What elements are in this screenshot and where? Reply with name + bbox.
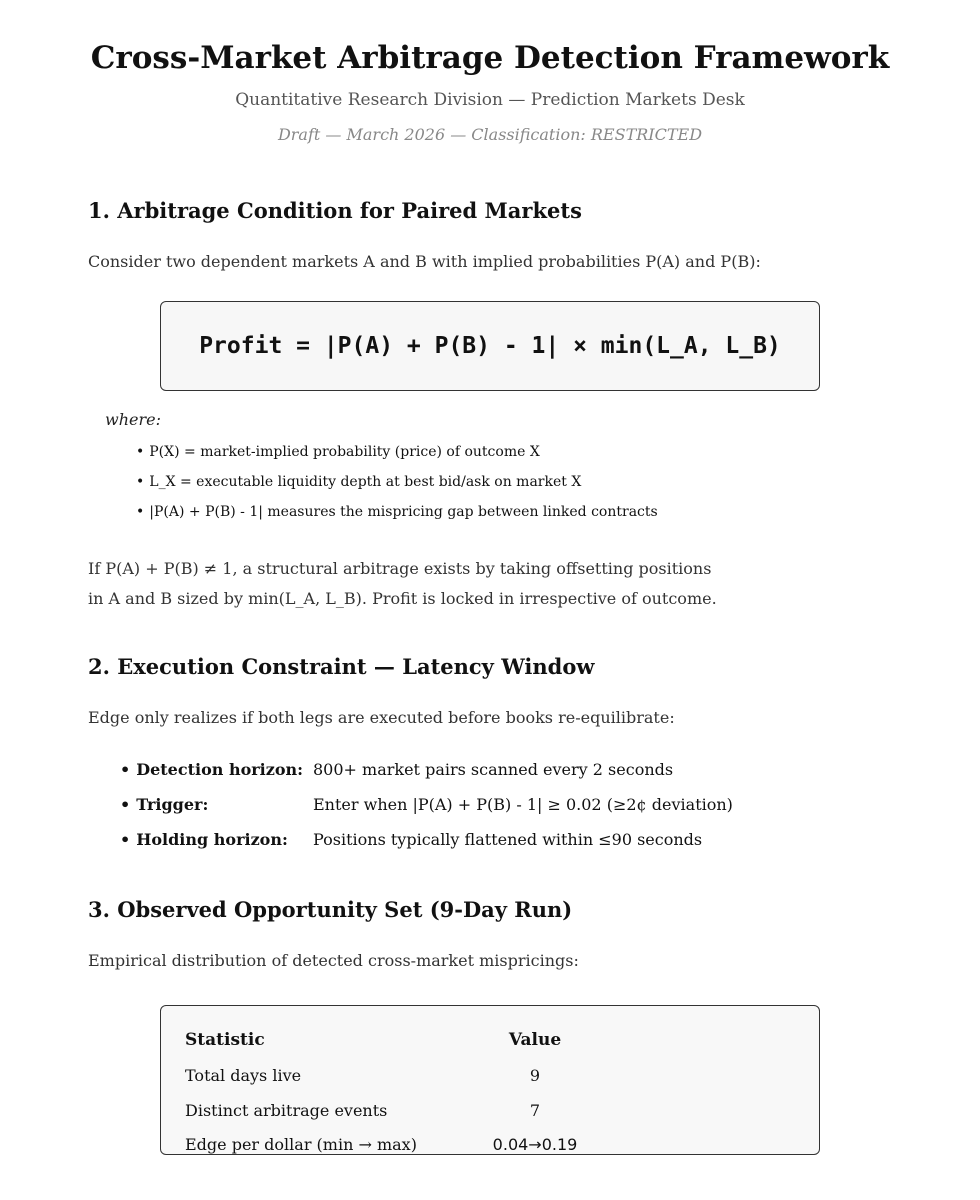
section-3-intro: Empirical distribution of detected cross-market mispricings: [88, 951, 579, 970]
table-cell-statistic: Edge per dollar (min → max) [185, 1135, 417, 1154]
constraint-value: 800+ market pairs scanned every 2 seconds [313, 760, 674, 779]
section-3-heading: 3. Observed Opportunity Set (9-Day Run) [88, 897, 573, 922]
constraint-value: Positions typically flattened within ≤90 seconds [313, 830, 703, 849]
where-label: where: [105, 410, 161, 429]
constraint-label: • Detection horizon: [120, 760, 313, 795]
section-2-intro: Edge only realizes if both legs are executed before books re-equilibrate: [88, 708, 675, 727]
definition-list [136, 444, 658, 534]
document-meta: Draft — March 2026 — Classification: RESTRICTED [277, 125, 703, 144]
section-1-intro: Consider two dependent markets A and B with implied probabilities P(A) and P(B): [88, 252, 761, 271]
constraint-label: • Holding horizon: [120, 830, 313, 865]
table-row [185, 1101, 805, 1136]
table-header-row [185, 1030, 805, 1065]
table-cell-value: 9 [529, 1066, 541, 1085]
table-header-statistic: Statistic [185, 1030, 265, 1050]
table-cell-statistic: Distinct arbitrage events [185, 1101, 388, 1120]
document-title: Cross-Market Arbitrage Detection Framework [90, 40, 890, 76]
profit-formula: Profit = |P(A) + P(B) - 1| × min(L_A, L_B) [199, 333, 781, 359]
table-header-value: Value [508, 1030, 562, 1050]
table-cell-value: 7 [529, 1101, 541, 1120]
statistics-table [160, 1005, 820, 1155]
formula-box [160, 301, 820, 391]
table-row [185, 1135, 805, 1155]
table-row [185, 1066, 805, 1101]
definition-item: • |P(A) + P(B) - 1| measures the mispricing gap between linked contracts [136, 504, 658, 534]
section-1-conclusion-line-1: If P(A) + P(B) ≠ 1, a structural arbitrage exists by taking offsetting positions [88, 559, 712, 578]
constraint-list [120, 760, 733, 865]
definition-item: • L_X = executable liquidity depth at best bid/ask on market X [136, 474, 658, 504]
document-subtitle: Quantitative Research Division — Prediction Markets Desk [235, 90, 745, 110]
constraint-item [120, 830, 733, 865]
table-cell-statistic: Total days live [185, 1066, 302, 1085]
constraint-item [120, 795, 733, 830]
table-cell-value: 0.04→0.19 [492, 1135, 578, 1154]
definition-item: • P(X) = market-implied probability (price) of outcome X [136, 444, 658, 474]
section-1-heading: 1. Arbitrage Condition for Paired Markets [88, 198, 582, 223]
constraint-label: • Trigger: [120, 795, 313, 830]
constraint-value: Enter when |P(A) + P(B) - 1| ≥ 0.02 (≥2¢ deviation) [313, 795, 733, 814]
section-1-conclusion-line-2: in A and B sized by min(L_A, L_B). Profit is locked in irrespective of outcome. [88, 589, 717, 608]
constraint-item [120, 760, 733, 795]
section-2-heading: 2. Execution Constraint — Latency Window [88, 654, 595, 679]
